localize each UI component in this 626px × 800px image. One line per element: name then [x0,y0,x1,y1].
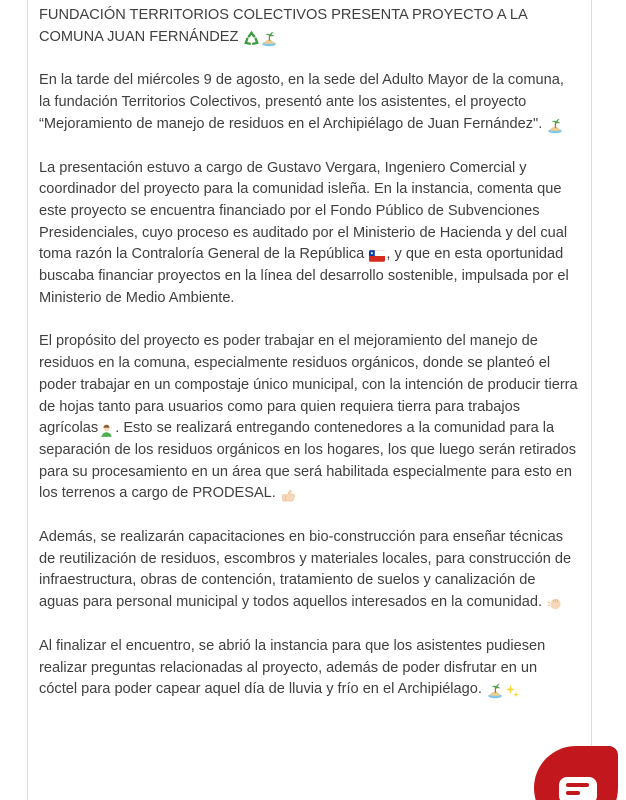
thumbs-up-icon [281,488,296,503]
farmer-icon [99,423,114,438]
island-icon [261,31,277,47]
post-paragraph: El propósito del proyecto es poder trabajar en el mejoramiento del manejo de residuos en la comuna, especialmente residuos orgánicos, donde se planteó el poder trabajar en un compostaje único municipal, con la intención de producir tierra de hojas tanto para usuarios como para quien requiera tierra para trabajos agrícolas . Esto se realizará entregando contenedores a la comunidad para la separación de los residuos orgánicos en los hogares, los que luego serán retirados para su procesamiento en un área que será habilitada especialmente para esto en los terrenos a cargo de PRODESAL. [39,333,578,502]
island-icon [547,118,563,134]
chat-bubble-icon [559,777,597,800]
post-body [39,70,579,701]
chile-flag-icon [369,249,385,264]
chat-text-line [566,791,580,795]
recycling-icon [244,31,259,46]
post-paragraph: Al finalizar el encuentro, se abrió la instancia para que los asistentes pudiesen realizar preguntas relacionadas al proyecto, además de poder disfrutar en un cóctel para poder capear aquel día de lluvia y frío en el Archipiélago. [39,636,579,701]
post-paragraph: La presentación estuvo a cargo de Gustavo Vergara, Ingeniero Comercial y coordinador del proyecto para la comunidad isleña. En la instancia, comenta que este proyecto se encuentra financiado por el Fondo Público de Subvenciones Presidenciales, cuyo proceso es auditado por el Ministerio de Hacienda y del cual toma razón la Contraloría General de la República , y que en esta oportunidad buscaba financiar proyectos en la línea del desarrollo sostenible, impulsada por el Ministerio de Medio Ambiente. [39,159,569,306]
post-paragraph: Además, se realizarán capacitaciones en bio-construcción para enseñar técnicas de reutilización de residuos, escombros y materiales locales, para construcción de infraestructura, obras de contención, tratamiento de suelos y canalización de aguas para personal municipal y todos aquellos interesados en la comunidad. [39,529,572,611]
island-icon [487,683,503,699]
post-paragraph: En la tarde del miércoles 9 de agosto, en la sede del Adulto Mayor de la comuna, la fundación Territorios Colectivos, presentó ante los asistentes, el proyecto “Mejoramiento de manejo de residuos en el Archipiélago de Juan Fernández". [39,70,579,135]
chat-text-line [566,783,589,787]
sparkles-icon [505,684,520,699]
post-title: FUNDACIÓN TERRITORIOS COLECTIVOS PRESENTA PROYECTO A LA COMUNA JUAN FERNÁNDEZ [39,5,579,48]
content-card [27,0,592,800]
waving-hand-icon [547,597,562,612]
